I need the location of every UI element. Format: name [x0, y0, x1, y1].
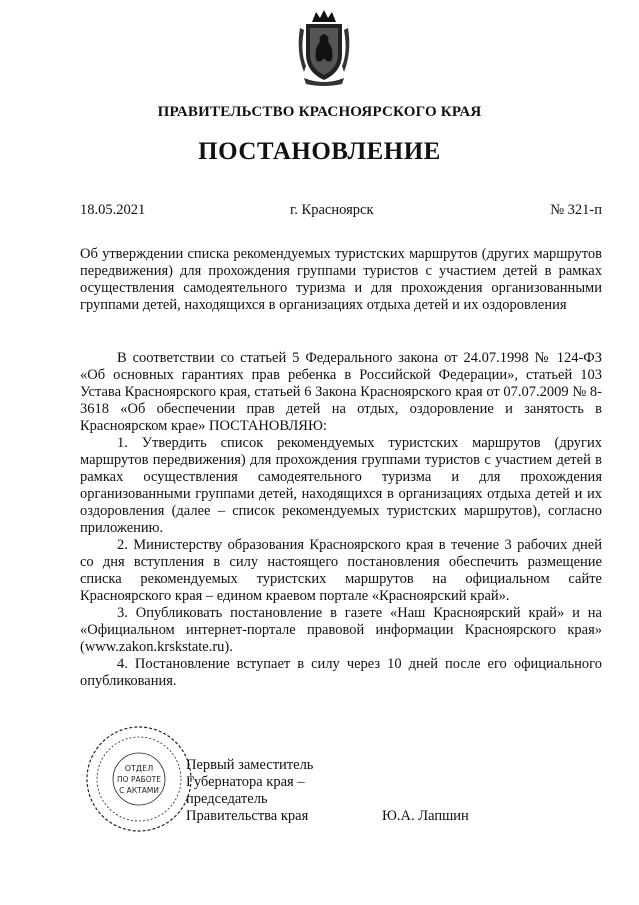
- document-city: г. Красноярск: [290, 202, 374, 218]
- clause-3: 3. Опубликовать постановление в газете «Наш Красноярский край» и на «Официальном интернет-портале правовой информации Красноярского края» (www.zakon.krskstate.ru).: [80, 605, 602, 655]
- signatory-line-4: Правительства края: [186, 808, 309, 824]
- stamp-text-3: С АКТАМИ: [119, 786, 159, 795]
- document-meta: [80, 202, 602, 222]
- document-title: ПОСТАНОВЛЕНИЕ: [198, 138, 441, 165]
- clause-4: 4. Постановление вступает в силу через 10 дней после его официального опубликования.: [80, 656, 602, 689]
- stamp-text-1: ОТДЕЛ: [124, 764, 154, 773]
- document-date: 18.05.2021: [80, 202, 146, 218]
- clause-1: 1. Утвердить список рекомендуемых туристских маршрутов (других маршрутов передвижения) для прохождения группами туристов с участием детей в рамках осуществления самодеятельного туризма и для прохождения организованными группами детей, находящихся в организациях отдыха детей и их оздоровления (далее – список рекомендуемых туристских маршрутов), согласно приложению.: [80, 435, 602, 536]
- coat-of-arms-icon: [296, 8, 352, 88]
- signatory-position: [186, 757, 316, 825]
- document-subject: Об утверждении списка рекомендуемых туристских маршрутов (других маршрутов передвижения) для прохождения группами туристов с участием детей в рамках осуществления самодеятельного туризма и для прохождения организованными группами детей, находящихся в организациях отдыха детей и их оздоровления: [80, 246, 602, 313]
- document-body: [80, 350, 602, 690]
- signatory-line-2: Губернатора края –: [186, 774, 305, 790]
- stamp-text-2: ПО РАБОТЕ: [117, 775, 161, 784]
- preamble-paragraph: В соответствии со статьей 5 Федерального закона от 24.07.1998 № 124-ФЗ «Об основных гарантиях прав ребенка в Российской Федерации», статьей 103 Устава Красноярского края, статьей 6 Закона Красноярского края от 07.07.2009 № 8-3618 «Об обеспечении прав детей на отдых, оздоровление и занятость в Красноярском крае» ПОСТАНОВЛЯЮ:: [80, 350, 602, 434]
- document-number: № 321-п: [550, 202, 602, 218]
- signatory-name: Ю.А. Лапшин: [382, 808, 469, 824]
- official-stamp-icon: [84, 724, 194, 834]
- signatory-line-1: Первый заместитель: [186, 757, 314, 773]
- signatory-line-3: председатель: [186, 791, 268, 807]
- government-name: ПРАВИТЕЛЬСТВО КРАСНОЯРСКОГО КРАЯ: [157, 104, 482, 120]
- clause-2: 2. Министерству образования Красноярского края в течение 3 рабочих дней со дня вступления в силу настоящего постановления обеспечить размещение списка рекомендуемых туристских маршрутов на официальном сайте Красноярского края – едином краевом портале «Красноярский край».: [80, 537, 602, 604]
